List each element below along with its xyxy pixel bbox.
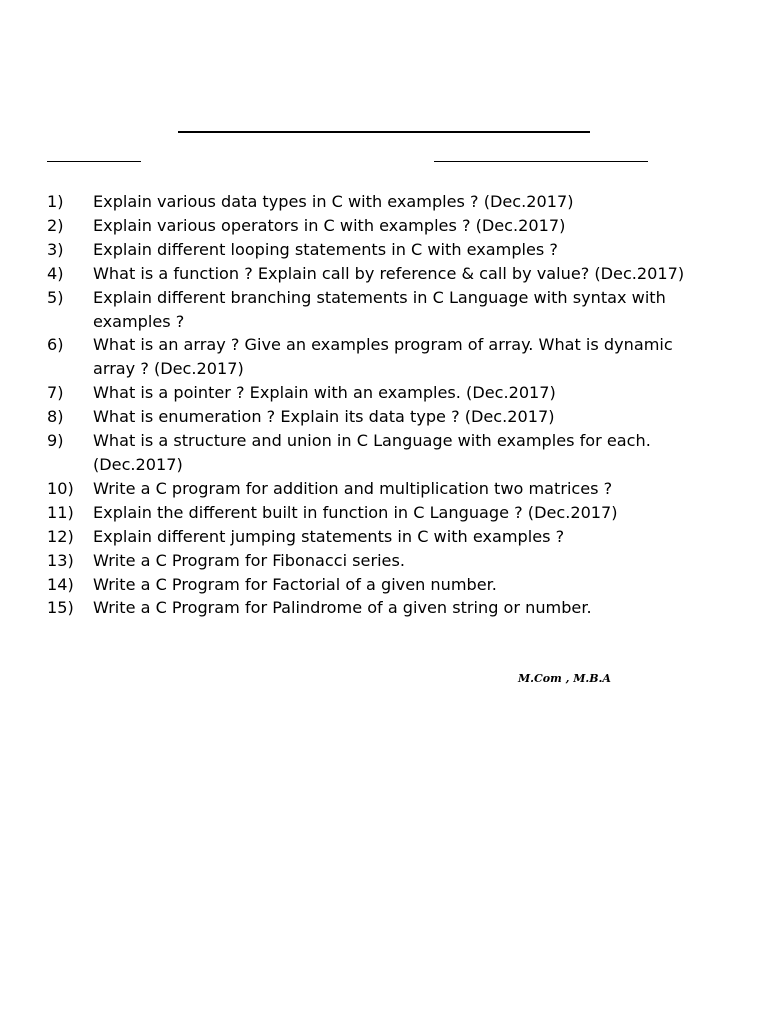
question-text: What is enumeration ? Explain its data type ? (Dec.2017) [93, 407, 555, 427]
question-number: 4) [47, 263, 64, 283]
question-text: What is a pointer ? Explain with an examples. (Dec.2017) [93, 383, 556, 403]
question-number: 5) [47, 287, 64, 307]
question-item [0, 214, 768, 238]
question-number: 9) [47, 431, 64, 451]
question-number: 13) [47, 550, 74, 570]
question-item [0, 525, 768, 549]
question-number: 15) [47, 598, 74, 618]
question-text: Write a C program for addition and multiplication two matrices ? [93, 478, 613, 498]
question-item [0, 190, 768, 214]
question-item [0, 286, 768, 334]
question-number: 3) [47, 239, 64, 259]
question-item [0, 549, 768, 573]
question-text: Explain various data types in C with examples ? (Dec.2017) [93, 192, 574, 211]
question-item [0, 477, 768, 501]
question-text: Explain the different built in function in C Language ? (Dec.2017) [93, 502, 618, 522]
question-number: 6) [47, 335, 64, 355]
question-text: What is a structure and union in C Language with examples for each. (Dec.2017) [93, 431, 651, 474]
question-text: Explain different jumping statements in C with examples ? [93, 526, 565, 546]
question-text: Explain various operators in C with examples ? (Dec.2017) [93, 215, 566, 235]
question-number: 14) [47, 574, 74, 594]
question-number: 11) [47, 502, 74, 522]
question-text: Write a C Program for Fibonacci series. [93, 550, 405, 570]
question-item [0, 429, 768, 477]
title-underline [178, 131, 590, 133]
question-text: Explain different looping statements in C with examples ? [93, 239, 558, 259]
question-item [0, 405, 768, 429]
question-number: 12) [47, 526, 74, 546]
question-number: 7) [47, 383, 64, 403]
question-text: What is an array ? Give an examples program of array. What is dynamic array ? (Dec.2017) [93, 335, 673, 379]
question-text: What is a function ? Explain call by reference & call by value? (Dec.2017) [93, 263, 685, 283]
question-number: 2) [47, 215, 64, 235]
question-number: 10) [47, 478, 74, 498]
question-item [0, 262, 768, 286]
right-underline [434, 161, 648, 162]
question-item [0, 381, 768, 405]
question-item [0, 501, 768, 525]
question-item [0, 238, 768, 262]
question-item [0, 573, 768, 597]
question-item [0, 333, 768, 381]
author-credentials: M.Com , M.B.A [518, 672, 611, 685]
question-item [0, 596, 768, 620]
question-number: 1) [47, 192, 64, 211]
question-list [0, 190, 768, 620]
left-underline [47, 161, 141, 162]
question-text: Write a C Program for Factorial of a given number. [93, 574, 497, 594]
question-text: Write a C Program for Palindrome of a given string or number. [93, 598, 592, 618]
question-number: 8) [47, 407, 64, 427]
question-text: Explain different branching statements in C Language with syntax with examples ? [93, 287, 666, 331]
